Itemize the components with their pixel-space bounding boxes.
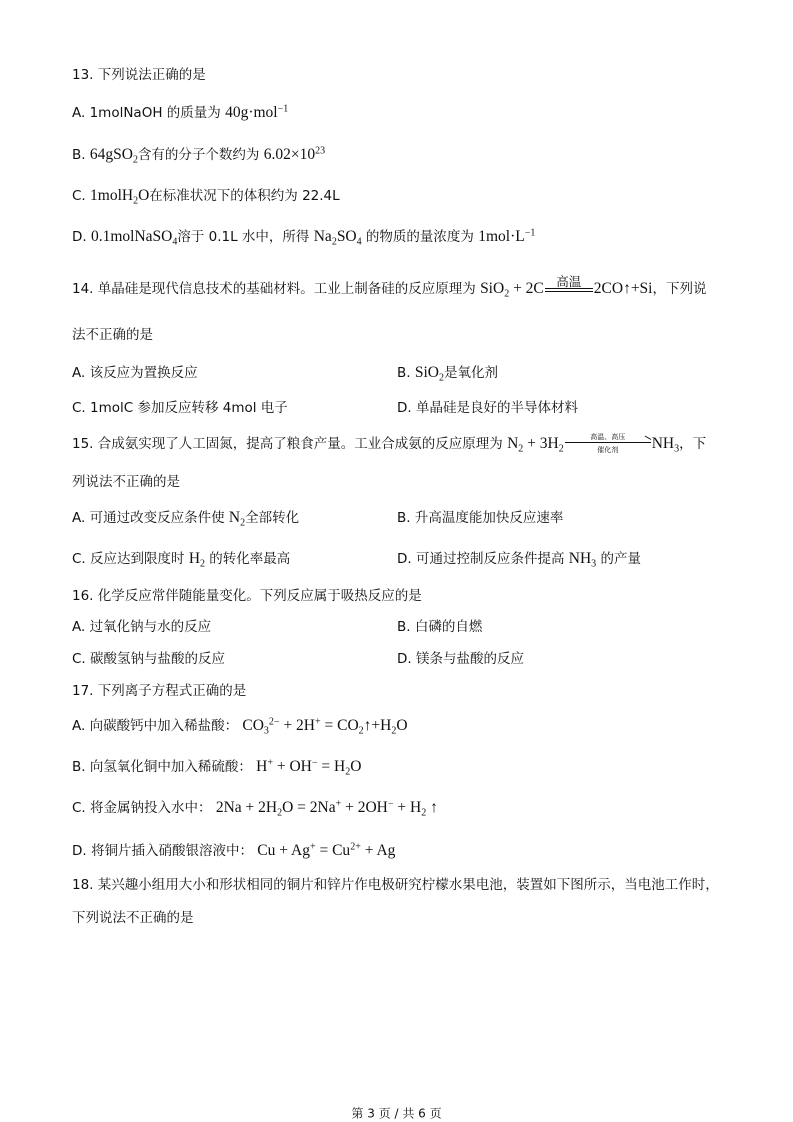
formula-text: H [188, 550, 201, 567]
formula-text: ↑+H [363, 717, 392, 734]
q14-option-c [72, 398, 288, 418]
q18-stem-cont [72, 908, 194, 928]
formula-text: 2CO↑+Si [593, 280, 653, 297]
formula-text: + 2OH [341, 799, 388, 816]
text: 17. 下列离子方程式正确的是 [72, 683, 247, 699]
text: A. 过氧化钠与水的反应 [72, 619, 212, 635]
supscript: −1 [524, 227, 536, 239]
text: ，下 [679, 436, 707, 452]
text: B. [72, 147, 90, 163]
formula-text: 40g·mol [225, 104, 278, 121]
q14-option-d [397, 398, 578, 418]
text: 是氧化剂 [443, 365, 498, 381]
q15-option-d [397, 549, 641, 569]
q16-option-c [72, 649, 225, 669]
subscript: 2 [200, 558, 206, 570]
subscript: 2 [132, 154, 138, 166]
q15-option-c [72, 549, 290, 569]
formula-text: 2Na + 2H [215, 799, 278, 816]
text: B. [397, 365, 415, 381]
formula-text: SO [336, 228, 357, 245]
formula-text: + OH [272, 758, 312, 775]
q13-stem [72, 65, 206, 85]
text: 列说法不正确的是 [72, 474, 180, 490]
q14-stem [72, 273, 707, 300]
subscript: 2 [358, 725, 364, 737]
formula-text: O [138, 187, 150, 204]
formula-text: 6.02×10 [263, 146, 316, 163]
formula-text: 1mol·L [478, 228, 525, 245]
formula-text: + 2C [509, 280, 544, 297]
reaction-condition-arrow [545, 275, 593, 292]
text: 下列说法不正确的是 [72, 910, 194, 926]
text: 含有的分子个数约为 [137, 147, 264, 163]
q14-option-a [72, 363, 198, 383]
formula-text: 64gSO [89, 146, 133, 163]
formula-text: + Ag [360, 842, 396, 859]
supscript: −1 [277, 103, 289, 115]
supscript: + [315, 716, 321, 728]
formula-text: O = 2Na [282, 799, 336, 816]
text: A. 可通过改变反应条件使 [72, 510, 229, 526]
subscript: 3 [591, 558, 597, 570]
subscript: 2 [518, 443, 524, 455]
q17-option-c [72, 798, 438, 818]
formula-text: + 2H [279, 717, 315, 734]
supscript: 2− [268, 716, 280, 728]
subscript: 2 [421, 807, 427, 819]
formula-text: SiO [414, 364, 439, 381]
text: 的转化率最高 [205, 551, 291, 567]
q17-stem [72, 681, 246, 701]
formula-text: N [507, 435, 519, 452]
supscript: 23 [315, 145, 326, 157]
text: 14. 单晶硅是现代信息技术的基础材料。工业上制备硅的反应原理为 [72, 281, 481, 297]
q13-option-b [72, 145, 325, 165]
q17-option-b [72, 757, 361, 777]
formula-text: ↑ [426, 799, 438, 816]
q15-option-a [72, 508, 299, 528]
formula-text: H [256, 758, 268, 775]
q14-stem-cont [72, 325, 153, 345]
text: 的产量 [596, 551, 641, 567]
arrow-top-label: 高温、高压 [590, 433, 626, 441]
text: B. 向氢氧化铜中加入稀硫酸： [72, 759, 257, 775]
text: A. 1molNaOH 的质量为 [72, 105, 226, 121]
q18-stem [72, 875, 719, 895]
text: 全部转化 [245, 510, 300, 526]
supscript: + [335, 798, 342, 810]
text: 溶于 0.1L 水中，所得 [177, 229, 314, 245]
formula-text: = Cu [315, 842, 351, 859]
text: D. 单晶硅是良好的半导体材料 [397, 400, 578, 416]
q17-option-d [72, 841, 395, 861]
reaction-condition-arrow [565, 433, 651, 455]
text: 的物质的量浓度为 [361, 229, 479, 245]
q16-option-b [397, 617, 482, 637]
supscript: − [387, 798, 394, 810]
formula-text: + H [393, 799, 422, 816]
arrow-line [565, 442, 651, 446]
text: 法不正确的是 [72, 327, 153, 343]
q13-option-a [72, 103, 288, 123]
formula-text: 1molH [90, 187, 134, 204]
text: C. [72, 188, 91, 204]
text: A. 向碳酸钙中加入稀盐酸： [72, 718, 243, 734]
text: ，下列说 [652, 281, 707, 297]
text: 15. 合成氨实现了人工固氮，提高了粮食产量。工业合成氨的反应原理为 [72, 436, 508, 452]
text: 13. 下列说法正确的是 [72, 67, 206, 83]
q16-stem [72, 586, 422, 606]
subscript: 2 [558, 443, 564, 455]
text: D. 镁条与盐酸的反应 [397, 651, 524, 667]
text: B. 白磷的自燃 [397, 619, 483, 635]
supscript: 2+ [350, 841, 361, 853]
text: D. [72, 229, 91, 245]
formula-text: = CO [320, 717, 359, 734]
formula-text: SiO [480, 280, 505, 297]
formula-text: 0.1molNaSO [90, 228, 173, 245]
subscript: 4 [172, 236, 178, 248]
text: C. 将金属钠投入水中： [72, 800, 216, 816]
formula-text: CO [242, 717, 264, 734]
q15-stem [72, 433, 706, 455]
arrow-bottom-label: 催化剂 [597, 446, 619, 454]
supscript: + [309, 841, 316, 853]
text: B. 升高温度能加快反应速率 [397, 510, 564, 526]
q17-option-a [72, 716, 408, 736]
formula-text: N [228, 509, 241, 526]
q14-option-b [397, 363, 498, 383]
supscript: − [311, 757, 318, 769]
subscript: 2 [240, 517, 246, 529]
subscript: 3 [674, 443, 680, 455]
text: 在标准状况下的体积约为 22.4L [149, 188, 340, 204]
subscript: 2 [277, 807, 283, 819]
q13-option-c [72, 186, 340, 206]
formula-text: + 3H [523, 435, 559, 452]
text: C. 反应达到限度时 [72, 551, 189, 567]
subscript: 2 [391, 725, 397, 737]
formula-text: Cu + Ag [257, 842, 310, 859]
subscript: 2 [133, 195, 139, 207]
formula-text: NH [651, 435, 675, 452]
text: D. 可通过控制反应条件提高 [397, 551, 569, 567]
text: C. 碳酸氢钠与盐酸的反应 [72, 651, 226, 667]
subscript: 3 [263, 725, 269, 737]
formula-text: = H [317, 758, 346, 775]
q16-option-d [397, 649, 524, 669]
formula-text: O [396, 717, 408, 734]
text: C. 1molC 参加反应转移 4mol 电子 [72, 400, 288, 416]
subscript: 2 [331, 236, 337, 248]
supscript: + [267, 757, 273, 769]
subscript: 2 [438, 372, 444, 384]
q16-option-a [72, 617, 211, 637]
arrow-top-label: 高温 [556, 273, 582, 289]
subscript: 4 [356, 236, 362, 248]
text: D. 将铜片插入硝酸银溶液中： [72, 843, 258, 859]
text: 18. 某兴趣小组用大小和形状相同的铜片和锌片作电极研究柠檬水果电池，装置如下图所示，当电池工作时， [72, 877, 719, 893]
q13-option-d [72, 227, 535, 247]
formula-text: NH [568, 550, 592, 567]
text: 16. 化学反应常伴随能量变化。下列反应属于吸热反应的是 [72, 588, 422, 604]
formula-text: O [350, 758, 362, 775]
subscript: 2 [345, 766, 351, 778]
formula-text: Na [313, 228, 332, 245]
subscript: 2 [504, 288, 510, 300]
q15-stem-cont [72, 472, 180, 492]
page-footer: 第 3 页 / 共 6 页 [351, 1106, 442, 1121]
q15-option-b [397, 508, 563, 528]
text: A. 该反应为置换反应 [72, 365, 198, 381]
